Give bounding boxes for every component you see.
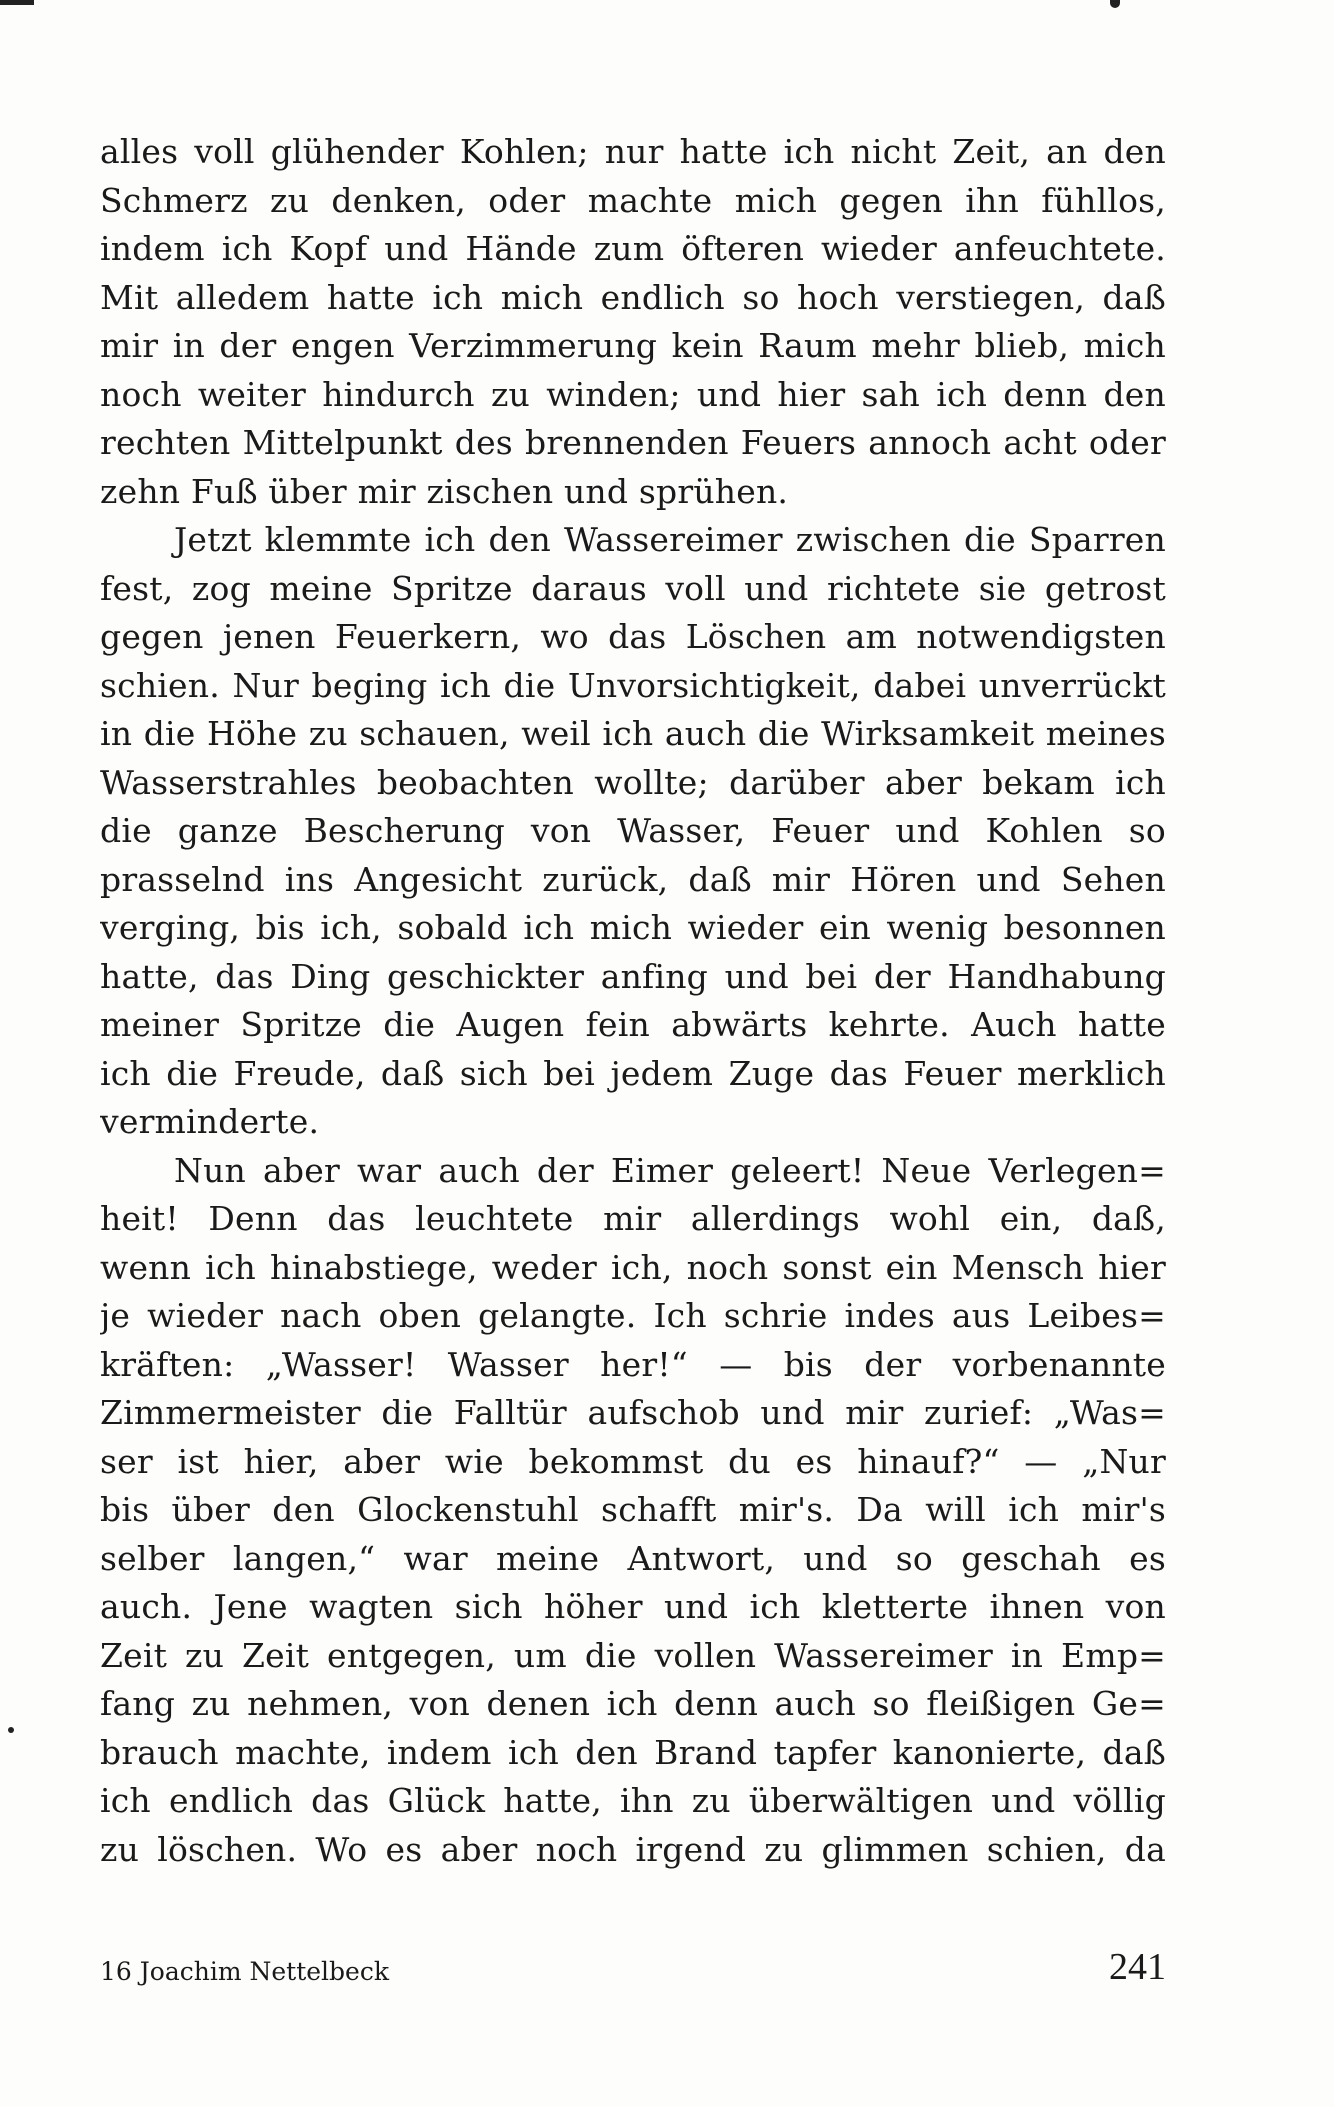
text-line: ich endlich das Glück hatte, ihn zu überwältigen und völlig — [100, 1781, 1166, 1820]
text-line: alles voll glühender Kohlen; nur hatte ich nicht Zeit, an den — [100, 132, 1166, 171]
text-line: je wieder nach oben gelangte. Ich schrie indes aus Leibes= — [100, 1296, 1166, 1335]
text-line: selber langen,“ war meine Antwort, und so geschah es — [100, 1538, 1166, 1578]
page-number: 241 — [1109, 1946, 1166, 1988]
text-line: meiner Spritze die Augen fein abwärts kehrte. Auch hatte — [100, 1005, 1166, 1044]
text-line: bis über den Glockenstuhl schafft mir's. Da will ich mir's — [100, 1490, 1166, 1529]
text-line: Schmerz zu denken, oder machte mich gegen ihn fühllos, — [100, 180, 1166, 220]
text-line: verging, bis ich, sobald ich mich wieder ein wenig besonnen — [100, 908, 1166, 947]
text-line: Mit alledem hatte ich mich endlich so hoch verstiegen, daß — [100, 277, 1166, 317]
text-line: in die Höhe zu schauen, weil ich auch die Wirksamkeit meines — [100, 714, 1166, 753]
text-line: mir in der engen Verzimmerung kein Raum mehr blieb, mich — [100, 326, 1166, 365]
text-line: verminderte. — [100, 1102, 320, 1141]
text-line: fest, zog meine Spritze daraus voll und richtete sie getrost — [100, 568, 1166, 608]
text-line: rechten Mittelpunkt des brennenden Feuers annoch acht oder — [100, 423, 1166, 462]
text-line: auch. Jene wagten sich höher und ich kletterte ihnen von — [100, 1587, 1166, 1626]
text-line: Zeit zu Zeit entgegen, um die vollen Wassereimer in Emp= — [100, 1635, 1166, 1675]
text-line: indem ich Kopf und Hände zum öfteren wieder anfeuchtete. — [100, 229, 1166, 268]
scan-speck-left — [8, 1727, 14, 1733]
page-footer — [100, 1945, 1166, 1995]
text-line: fang zu nehmen, von denen ich denn auch so fleißigen Ge= — [100, 1684, 1166, 1723]
text-line: hatte, das Ding geschickter anfing und bei der Handhabung — [100, 956, 1166, 996]
text-line: noch weiter hindurch zu winden; und hier sah ich denn den — [100, 374, 1166, 414]
text-line: brauch machte, indem ich den Brand tapfer kanonierte, daß — [100, 1732, 1166, 1772]
text-line: Wasserstrahles beobachten wollte; darüber aber bekam ich — [100, 762, 1166, 802]
text-line: zu löschen. Wo es aber noch irgend zu glimmen schien, da — [100, 1829, 1166, 1869]
scan-mark-top-right — [1110, 0, 1120, 8]
text-line: gegen jenen Feuerkern, wo das Löschen am notwendigsten — [100, 617, 1166, 656]
text-line: zehn Fuß über mir zischen und sprühen. — [100, 471, 789, 511]
text-line: kräften: „Wasser! Wasser her!“ — bis der vorbenannte — [100, 1344, 1166, 1384]
text-line: Zimmermeister die Falltür aufschob und mir zurief: „Was= — [100, 1393, 1166, 1432]
text-line: wenn ich hinabstiege, weder ich, noch sonst ein Mensch hier — [100, 1247, 1166, 1287]
text-line: schien. Nur beging ich die Unvorsichtigkeit, dabei unverrückt — [100, 665, 1166, 705]
text-line: die ganze Bescherung von Wasser, Feuer und Kohlen so — [100, 811, 1166, 850]
scan-mark-top-left — [0, 0, 34, 5]
text-line: heit! Denn das leuchtete mir allerdings wohl ein, daß, — [100, 1199, 1166, 1238]
text-line: prasselnd ins Angesicht zurück, daß mir Hören und Sehen — [100, 859, 1166, 899]
text-line: ich die Freude, daß sich bei jedem Zuge das Feuer merklich — [100, 1053, 1166, 1093]
text-line: Jetzt klemmte ich den Wassereimer zwischen die Sparren — [174, 520, 1166, 559]
body-text — [100, 128, 1166, 1874]
text-line: ser ist hier, aber wie bekommst du es hinauf?“ — „Nur — [100, 1441, 1166, 1481]
text-line: Nun aber war auch der Eimer geleert! Neue Verlegen= — [174, 1150, 1166, 1190]
printer-signature: 16 Joachim Nettelbeck — [100, 1957, 389, 1986]
